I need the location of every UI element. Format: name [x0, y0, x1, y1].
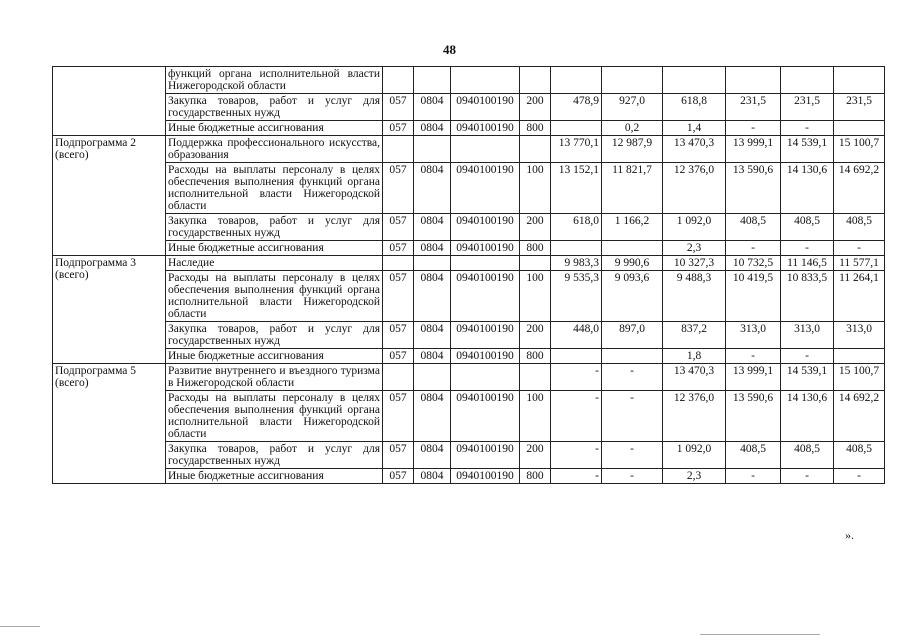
expense-type-cell: 800: [520, 349, 551, 364]
amount-cell: 9 983,3: [551, 256, 602, 271]
amount-cell: [602, 67, 663, 94]
expense-type-cell: 800: [520, 469, 551, 484]
amount-cell: -: [551, 442, 602, 469]
amount-cell: 14 692,2: [834, 391, 885, 442]
amount-cell: -: [551, 469, 602, 484]
budget-table-body: [53, 67, 885, 484]
subprogram-cell: Подпрограмма 3 (всего): [53, 256, 166, 364]
grbs-code-cell: [383, 364, 414, 391]
amount-cell: 11 264,1: [834, 271, 885, 322]
amount-cell: 13 470,3: [663, 136, 726, 163]
amount-cell: 1,8: [663, 349, 726, 364]
expense-type-cell: 100: [520, 163, 551, 214]
amount-cell: 9 535,3: [551, 271, 602, 322]
target-article-cell: 0940100190: [451, 271, 520, 322]
table-row: [53, 349, 885, 364]
grbs-code-cell: [383, 67, 414, 94]
expense-description-cell: Закупка товаров, работ и услуг для государственных нужд: [166, 214, 383, 241]
expense-type-cell: [520, 67, 551, 94]
amount-cell: 897,0: [602, 322, 663, 349]
amount-cell: [726, 67, 781, 94]
amount-cell: 14 539,1: [781, 136, 834, 163]
target-article-cell: [451, 136, 520, 163]
section-code-cell: 0804: [414, 214, 451, 241]
grbs-code-cell: 057: [383, 391, 414, 442]
amount-cell: 13 590,6: [726, 163, 781, 214]
amount-cell: 1 092,0: [663, 442, 726, 469]
expense-description-cell: Иные бюджетные ассигнования: [166, 349, 383, 364]
amount-cell: 11 146,5: [781, 256, 834, 271]
section-code-cell: [414, 136, 451, 163]
grbs-code-cell: [383, 136, 414, 163]
amount-cell: -: [602, 391, 663, 442]
scan-artifact-line: [700, 634, 820, 635]
section-code-cell: [414, 67, 451, 94]
amount-cell: 2,3: [663, 469, 726, 484]
amount-cell: 618,0: [551, 214, 602, 241]
expense-description-cell: Иные бюджетные ассигнования: [166, 469, 383, 484]
grbs-code-cell: [383, 256, 414, 271]
table-row: [53, 322, 885, 349]
amount-cell: 15 100,7: [834, 136, 885, 163]
amount-cell: 14 130,6: [781, 163, 834, 214]
closing-quote-mark: ».: [845, 528, 854, 542]
target-article-cell: 0940100190: [451, 94, 520, 121]
section-code-cell: 0804: [414, 349, 451, 364]
target-article-cell: 0940100190: [451, 469, 520, 484]
amount-cell: -: [726, 349, 781, 364]
expense-type-cell: 200: [520, 322, 551, 349]
table-row: [53, 67, 885, 94]
table-row: [53, 121, 885, 136]
table-row: [53, 214, 885, 241]
section-code-cell: 0804: [414, 121, 451, 136]
amount-cell: -: [781, 241, 834, 256]
amount-cell: 408,5: [781, 442, 834, 469]
target-article-cell: 0940100190: [451, 442, 520, 469]
section-code-cell: 0804: [414, 94, 451, 121]
amount-cell: [781, 67, 834, 94]
amount-cell: [663, 67, 726, 94]
amount-cell: 14 539,1: [781, 364, 834, 391]
target-article-cell: 0940100190: [451, 121, 520, 136]
amount-cell: [551, 121, 602, 136]
amount-cell: 13 470,3: [663, 364, 726, 391]
table-row: [53, 442, 885, 469]
expense-type-cell: 200: [520, 94, 551, 121]
amount-cell: 13 152,1: [551, 163, 602, 214]
amount-cell: [551, 67, 602, 94]
amount-cell: -: [834, 469, 885, 484]
expense-description-cell: Развитие внутреннего и въездного туризма в Нижегородской области: [166, 364, 383, 391]
amount-cell: -: [602, 364, 663, 391]
expense-description-cell: Иные бюджетные ассигнования: [166, 241, 383, 256]
amount-cell: 2,3: [663, 241, 726, 256]
table-row: [53, 163, 885, 214]
grbs-code-cell: 057: [383, 271, 414, 322]
expense-type-cell: [520, 256, 551, 271]
expense-type-cell: 100: [520, 271, 551, 322]
section-code-cell: 0804: [414, 469, 451, 484]
amount-cell: -: [834, 241, 885, 256]
amount-cell: 313,0: [781, 322, 834, 349]
amount-cell: 14 130,6: [781, 391, 834, 442]
target-article-cell: 0940100190: [451, 349, 520, 364]
section-code-cell: [414, 256, 451, 271]
table-row: [53, 364, 885, 391]
amount-cell: -: [551, 364, 602, 391]
budget-table: [52, 66, 885, 484]
amount-cell: -: [551, 391, 602, 442]
amount-cell: 408,5: [834, 214, 885, 241]
amount-cell: [834, 121, 885, 136]
amount-cell: 408,5: [781, 214, 834, 241]
expense-type-cell: 100: [520, 391, 551, 442]
amount-cell: 448,0: [551, 322, 602, 349]
expense-description-cell: Расходы на выплаты персоналу в целях обеспечения выполнения функций органа исполнительной власти Нижегородской области: [166, 391, 383, 442]
target-article-cell: [451, 364, 520, 391]
amount-cell: 15 100,7: [834, 364, 885, 391]
grbs-code-cell: 057: [383, 469, 414, 484]
expense-type-cell: [520, 136, 551, 163]
section-code-cell: 0804: [414, 271, 451, 322]
amount-cell: 231,5: [726, 94, 781, 121]
amount-cell: 1 166,2: [602, 214, 663, 241]
amount-cell: -: [602, 442, 663, 469]
amount-cell: 9 990,6: [602, 256, 663, 271]
table-row: [53, 391, 885, 442]
amount-cell: -: [726, 469, 781, 484]
subprogram-cell: [53, 67, 166, 136]
grbs-code-cell: 057: [383, 349, 414, 364]
amount-cell: 927,0: [602, 94, 663, 121]
amount-cell: 12 376,0: [663, 391, 726, 442]
table-row: [53, 271, 885, 322]
amount-cell: [602, 241, 663, 256]
amount-cell: 313,0: [834, 322, 885, 349]
section-code-cell: 0804: [414, 391, 451, 442]
amount-cell: [551, 241, 602, 256]
grbs-code-cell: 057: [383, 241, 414, 256]
amount-cell: 478,9: [551, 94, 602, 121]
amount-cell: 231,5: [781, 94, 834, 121]
section-code-cell: 0804: [414, 241, 451, 256]
target-article-cell: [451, 67, 520, 94]
expense-type-cell: 800: [520, 241, 551, 256]
amount-cell: -: [781, 121, 834, 136]
amount-cell: 10 419,5: [726, 271, 781, 322]
amount-cell: 14 692,2: [834, 163, 885, 214]
target-article-cell: 0940100190: [451, 214, 520, 241]
expense-description-cell: Поддержка профессионального искусства, образования: [166, 136, 383, 163]
amount-cell: 10 833,5: [781, 271, 834, 322]
amount-cell: 13 999,1: [726, 136, 781, 163]
grbs-code-cell: 057: [383, 163, 414, 214]
amount-cell: [551, 349, 602, 364]
amount-cell: 11 577,1: [834, 256, 885, 271]
table-row: [53, 136, 885, 163]
amount-cell: 837,2: [663, 322, 726, 349]
amount-cell: -: [726, 121, 781, 136]
page-number: 48: [443, 42, 456, 57]
amount-cell: 13 999,1: [726, 364, 781, 391]
amount-cell: -: [726, 241, 781, 256]
expense-description-cell: Расходы на выплаты персоналу в целях обеспечения выполнения функций органа исполнительной власти Нижегородской области: [166, 271, 383, 322]
subprogram-cell: Подпрограмма 5 (всего): [53, 364, 166, 484]
amount-cell: [602, 349, 663, 364]
amount-cell: 618,8: [663, 94, 726, 121]
target-article-cell: 0940100190: [451, 322, 520, 349]
table-row: [53, 469, 885, 484]
amount-cell: -: [602, 469, 663, 484]
target-article-cell: 0940100190: [451, 163, 520, 214]
amount-cell: 9 093,6: [602, 271, 663, 322]
amount-cell: 408,5: [834, 442, 885, 469]
expense-type-cell: 200: [520, 442, 551, 469]
amount-cell: -: [781, 349, 834, 364]
amount-cell: 1 092,0: [663, 214, 726, 241]
amount-cell: -: [781, 469, 834, 484]
target-article-cell: [451, 256, 520, 271]
grbs-code-cell: 057: [383, 94, 414, 121]
amount-cell: 10 732,5: [726, 256, 781, 271]
amount-cell: 13 770,1: [551, 136, 602, 163]
expense-type-cell: 200: [520, 214, 551, 241]
amount-cell: 313,0: [726, 322, 781, 349]
amount-cell: 13 590,6: [726, 391, 781, 442]
amount-cell: 12 987,9: [602, 136, 663, 163]
table-row: [53, 94, 885, 121]
expense-type-cell: 800: [520, 121, 551, 136]
expense-description-cell: Наследие: [166, 256, 383, 271]
section-code-cell: 0804: [414, 163, 451, 214]
target-article-cell: 0940100190: [451, 241, 520, 256]
amount-cell: 0,2: [602, 121, 663, 136]
amount-cell: 1,4: [663, 121, 726, 136]
expense-description-cell: функций органа исполнительной власти Нижегородской области: [166, 67, 383, 94]
expense-type-cell: [520, 364, 551, 391]
amount-cell: 11 821,7: [602, 163, 663, 214]
grbs-code-cell: 057: [383, 121, 414, 136]
expense-description-cell: Расходы на выплаты персоналу в целях обеспечения выполнения функций органа исполнительной власти Нижегородской области: [166, 163, 383, 214]
scan-artifact-line: [0, 626, 40, 627]
grbs-code-cell: 057: [383, 214, 414, 241]
grbs-code-cell: 057: [383, 322, 414, 349]
expense-description-cell: Закупка товаров, работ и услуг для государственных нужд: [166, 94, 383, 121]
section-code-cell: [414, 364, 451, 391]
amount-cell: [834, 67, 885, 94]
section-code-cell: 0804: [414, 442, 451, 469]
expense-description-cell: Закупка товаров, работ и услуг для государственных нужд: [166, 322, 383, 349]
grbs-code-cell: 057: [383, 442, 414, 469]
expense-description-cell: Закупка товаров, работ и услуг для государственных нужд: [166, 442, 383, 469]
amount-cell: 408,5: [726, 214, 781, 241]
amount-cell: 9 488,3: [663, 271, 726, 322]
amount-cell: 12 376,0: [663, 163, 726, 214]
amount-cell: 10 327,3: [663, 256, 726, 271]
table-row: [53, 256, 885, 271]
target-article-cell: 0940100190: [451, 391, 520, 442]
table-row: [53, 241, 885, 256]
section-code-cell: 0804: [414, 322, 451, 349]
amount-cell: [834, 349, 885, 364]
amount-cell: 231,5: [834, 94, 885, 121]
amount-cell: 408,5: [726, 442, 781, 469]
expense-description-cell: Иные бюджетные ассигнования: [166, 121, 383, 136]
subprogram-cell: Подпрограмма 2 (всего): [53, 136, 166, 256]
